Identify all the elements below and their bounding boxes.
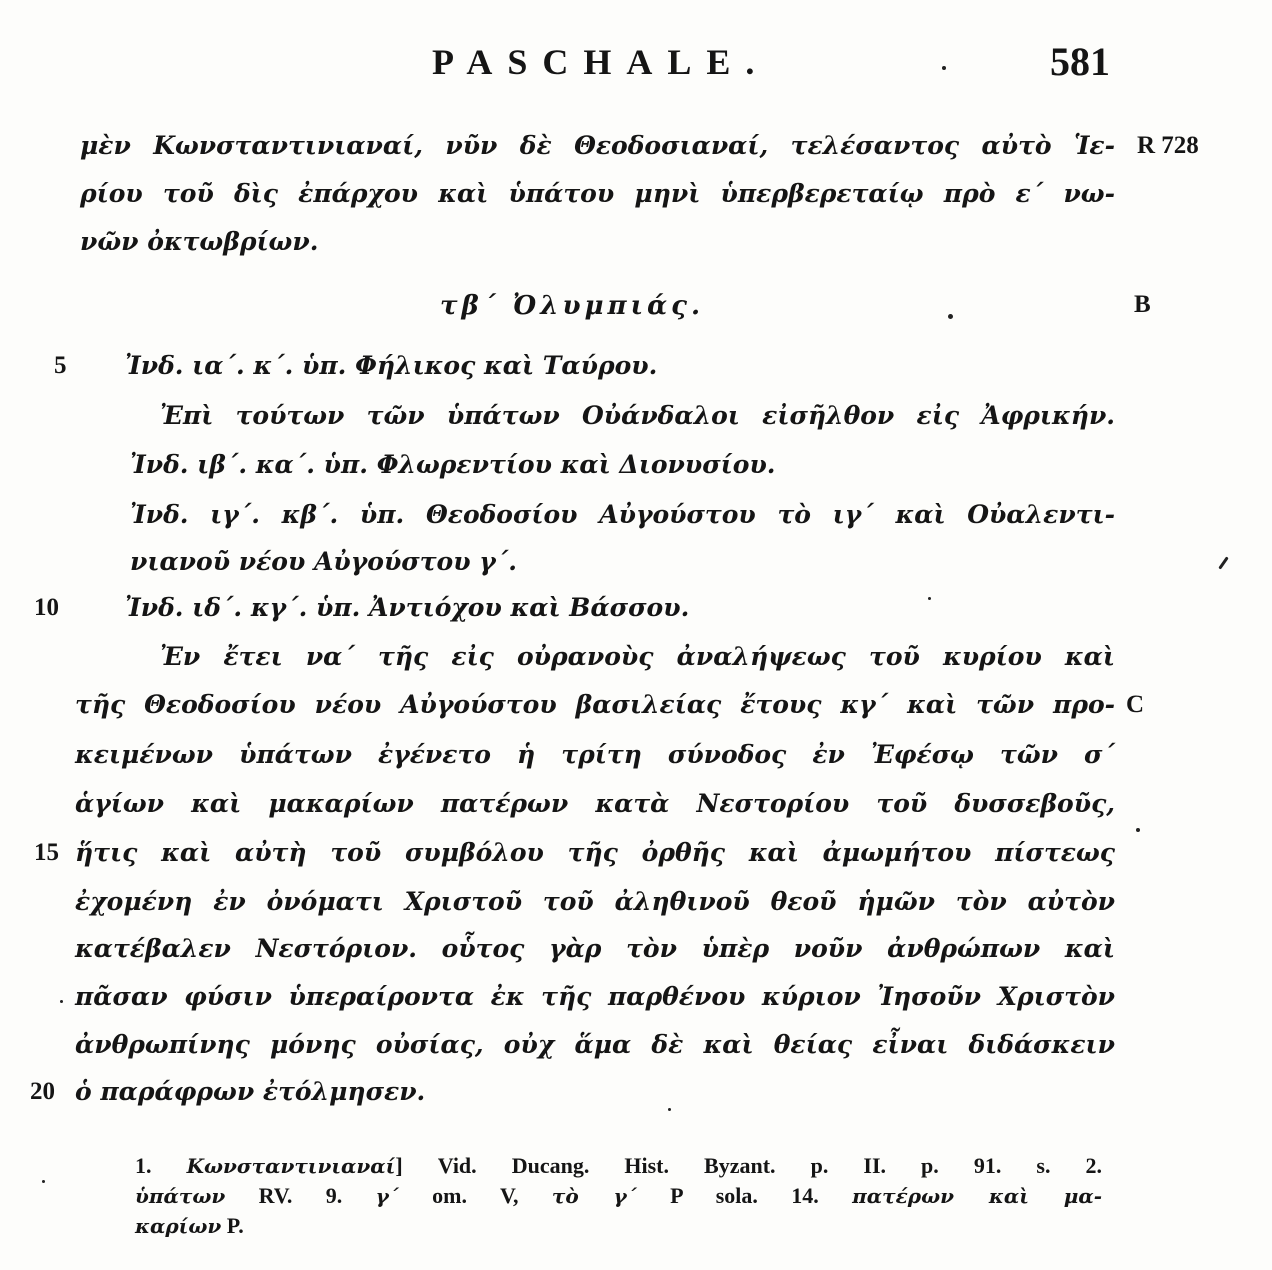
text-line-2: ρίου τοῦ δὶς ἐπάρχου καὶ ὑπάτου μηνὶ ὑπερβερεταίῳ πρὸ ε΄ νω- bbox=[80, 179, 1115, 208]
text-line-10: Ἰνδ. ιδ΄. κγ΄. ὑπ. Ἀντιόχου καὶ Βάσσου. bbox=[125, 593, 690, 622]
margin-ref-c: C bbox=[1126, 691, 1145, 718]
margin-ref-r728: R 728 bbox=[1137, 132, 1199, 159]
footnote-1-lemma: Κωνσταντινιαναί bbox=[186, 1154, 396, 1178]
line-number-10: 10 bbox=[34, 594, 59, 621]
text-line-6: Ἐπὶ τούτων τῶν ὑπάτων Οὐάνδαλοι εἰσῆλθον εἰς Ἀφρικήν. bbox=[160, 401, 1115, 430]
footnote-line-2 bbox=[135, 1182, 1102, 1210]
footnote-9-text-2: P sola. bbox=[670, 1183, 758, 1208]
footnote-14-number: 14. bbox=[791, 1183, 819, 1208]
text-line-8: Ἰνδ. ιγ΄. κβ΄. ὑπ. Θεοδοσίου Αὐγούστου τὸ ιγ΄ καὶ Οὐαλεντι- bbox=[130, 500, 1115, 529]
text-line-7: Ἰνδ. ιβ΄. κα΄. ὑπ. Φλωρεντίου καὶ Διονυσίου. bbox=[130, 450, 776, 479]
print-speck bbox=[1136, 828, 1140, 832]
text-line-18: πᾶσαν φύσιν ὑπεραίροντα ἐκ τῆς παρθένου κύριον Ἰησοῦν Χριστὸν bbox=[75, 982, 1115, 1011]
text-line-11: Ἐν ἔτει να΄ τῆς εἰς οὐρανοὺς ἀναλήψεως τοῦ κυρίου καὶ bbox=[160, 642, 1115, 671]
text-line-14: ἁγίων καὶ μακαρίων πατέρων κατὰ Νεστορίου τοῦ δυσσεβοῦς, bbox=[75, 789, 1115, 818]
text-line-19: ἀνθρωπίνης μόνης οὐσίας, οὐχ ἅμα δὲ καὶ θείας εἶναι διδάσκειν bbox=[75, 1030, 1115, 1059]
footnote-9-lemma-2: τὸ γ΄ bbox=[551, 1184, 637, 1208]
text-line-20: ὁ παράφρων ἐτόλμησεν. bbox=[75, 1077, 426, 1106]
print-speck bbox=[928, 597, 931, 600]
text-line-13: κειμένων ὑπάτων ἐγένετο ἡ τρίτη σύνοδος ἐν Ἐφέσῳ τῶν σ΄ bbox=[75, 740, 1115, 769]
line-number-20: 20 bbox=[30, 1078, 55, 1105]
section-heading: τβ΄ Ὀλυμπιάς. bbox=[440, 291, 705, 321]
running-title: PASCHALE. bbox=[432, 42, 770, 82]
print-speck bbox=[1218, 556, 1228, 569]
text-line-1: μὲν Κωνσταντινιαναί, νῦν δὲ Θεοδοσιαναί, τελέσαντος αὐτὸ Ἱε- bbox=[80, 131, 1115, 160]
text-line-9: νιανοῦ νέου Αὐγούστου γ΄. bbox=[130, 547, 517, 576]
footnote-2-number: 2. bbox=[1085, 1153, 1103, 1178]
line-number-5: 5 bbox=[54, 352, 67, 379]
text-line-3: νῶν ὀκτωβρίων. bbox=[80, 227, 319, 256]
footnote-14-text: P. bbox=[226, 1213, 244, 1238]
text-line-15: ἥτις καὶ αὐτὴ τοῦ συμβόλου τῆς ὀρθῆς καὶ ἀμωμήτου πίστεως bbox=[75, 838, 1115, 867]
print-speck bbox=[668, 1108, 671, 1111]
footnote-14-lemma-1: πατέρων καὶ μα- bbox=[852, 1184, 1103, 1208]
text-line-12: τῆς Θεοδοσίου νέου Αὐγούστου βασιλείας ἔτους κγ΄ καὶ τῶν προ- bbox=[75, 690, 1115, 719]
page-number: 581 bbox=[1050, 39, 1110, 84]
footnote-2-text: RV. bbox=[258, 1183, 293, 1208]
text-line-5: Ἰνδ. ια΄. κ΄. ὑπ. Φήλικος καὶ Ταύρου. bbox=[125, 351, 658, 380]
print-speck bbox=[942, 66, 946, 70]
footnote-1-number: 1. bbox=[135, 1153, 152, 1178]
print-speck bbox=[60, 1000, 63, 1003]
footnote-9-lemma-1: γ΄ bbox=[375, 1184, 399, 1208]
footnote-14-lemma-2: καρίων bbox=[135, 1214, 222, 1238]
footnote-line-3 bbox=[135, 1212, 1102, 1240]
line-number-15: 15 bbox=[34, 839, 59, 866]
print-speck bbox=[42, 1180, 45, 1183]
footnote-9-text-1: om. V, bbox=[432, 1183, 519, 1208]
footnote-line-1 bbox=[135, 1152, 1102, 1180]
footnote-1-text: ] Vid. Ducang. Hist. Byzant. p. II. p. 91. s. bbox=[395, 1153, 1051, 1178]
margin-ref-b: B bbox=[1134, 291, 1151, 318]
text-line-16: ἐχομένη ἐν ὀνόματι Χριστοῦ τοῦ ἀληθινοῦ θεοῦ ἡμῶν τὸν αὐτὸν bbox=[75, 887, 1115, 916]
footnote-2-lemma: ὑπάτων bbox=[135, 1184, 226, 1208]
text-line-17: κατέβαλεν Νεστόριον. οὗτος γὰρ τὸν ὑπὲρ νοῦν ἀνθρώπων καὶ bbox=[75, 934, 1115, 963]
print-speck bbox=[948, 314, 953, 319]
footnote-9-number: 9. bbox=[325, 1183, 343, 1208]
